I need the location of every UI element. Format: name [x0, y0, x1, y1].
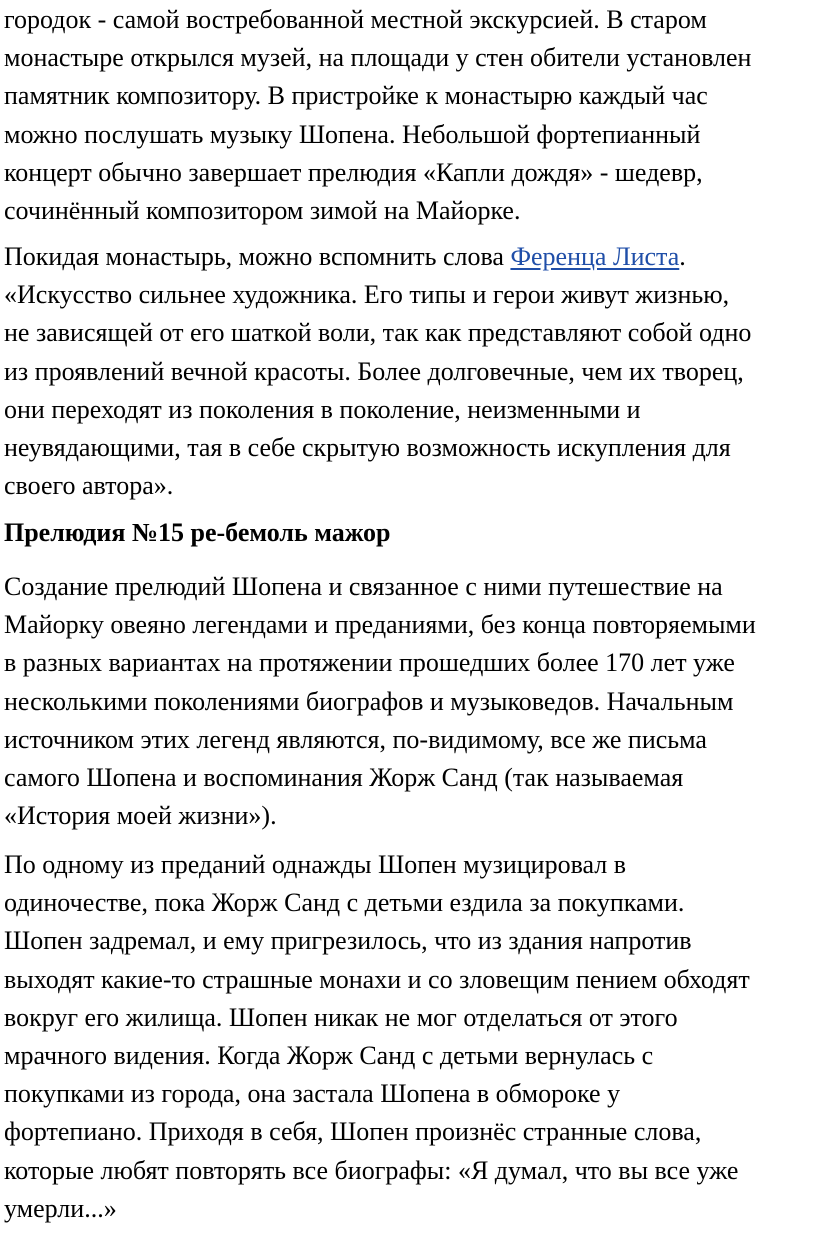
text-line: не зависящей от его шаткой воли, так как представляют собой одно: [4, 318, 752, 348]
text-line: «Искусство сильнее художника. Его типы и герои живут жизнью,: [4, 280, 730, 310]
text-line: городок - самой востребованной местной экскурсией. В старом: [4, 5, 707, 34]
text-line: выходят какие-то страшные монахи и со зловещим пением обходят: [4, 964, 750, 994]
text-line: Шопен задремал, и ему пригрезилось, что из здания напротив: [4, 926, 692, 956]
liszt-link[interactable]: Ференца Листа: [510, 242, 680, 271]
text-line: из проявлений вечной красоты. Более долговечные, чем их творец,: [4, 356, 744, 386]
text-line: фортепиано. Приходя в себя, Шопен произнёс странные слова,: [4, 1117, 702, 1147]
text-line: Майорку овеяно легендами и преданиями, без конца повторяемыми: [4, 610, 756, 640]
text-line: можно послушать музыку Шопена. Небольшой фортепианный: [4, 119, 701, 149]
text-fragment: Покидая монастырь, можно вспомнить слова: [4, 242, 511, 271]
text-line: несколькими поколениями биографов и музыковедов. Начальным: [4, 686, 734, 716]
text-line: источником этих легенд являются, по-видимому, все же письма: [4, 724, 707, 754]
text-line: неувядающими, тая в себе скрытую возможность искупления для: [4, 433, 731, 463]
text-line: мрачного видения. Когда Жорж Санд с детьми вернулась с: [4, 1041, 654, 1071]
paragraph-liszt-quote: [4, 238, 814, 505]
paragraph-chopin-dream: [4, 846, 814, 1228]
text-line: памятник композитору. В пристройке к монастырю каждый час: [4, 81, 708, 111]
text-fragment: .: [679, 242, 686, 271]
text-line: монастыре открылся музей, на площади у стен обители установлен: [4, 43, 752, 73]
paragraph-monastery: [4, 1, 814, 230]
text-line: в разных вариантах на протяжении прошедших более 170 лет уже: [4, 648, 735, 678]
text-line: одиночестве, пока Жорж Санд с детьми ездила за покупками.: [4, 888, 685, 918]
text-line: своего автора».: [4, 471, 174, 501]
text-line: вокруг его жилища. Шопен никак не мог отделаться от этого: [4, 1002, 678, 1032]
text-line: «История моей жизни»).: [4, 801, 277, 831]
text-line: умерли...»: [4, 1193, 117, 1223]
text-line: По одному из преданий однажды Шопен музицировал в: [4, 850, 627, 879]
text-line: самого Шопена и воспоминания Жорж Санд (так называемая: [4, 763, 684, 793]
text-line: Создание прелюдий Шопена и связанное с ними путешествие на: [4, 572, 723, 601]
text-line: покупками из города, она застала Шопена в обмороке у: [4, 1079, 621, 1109]
text-line: они переходят из поколения в поколение, неизменными и: [4, 394, 641, 424]
text-line: сочинённый композитором зимой на Майорке.: [4, 196, 521, 226]
paragraph-preludes-legends: [4, 568, 814, 835]
text-line: концерт обычно завершает прелюдия «Капли дождя» - шедевр,: [4, 157, 703, 187]
text-line-with-link: [4, 238, 814, 276]
section-heading: Прелюдия №15 ре-бемоль мажор: [4, 518, 391, 547]
text-line: которые любят повторять все биографы: «Я думал, что вы все уже: [4, 1155, 739, 1185]
